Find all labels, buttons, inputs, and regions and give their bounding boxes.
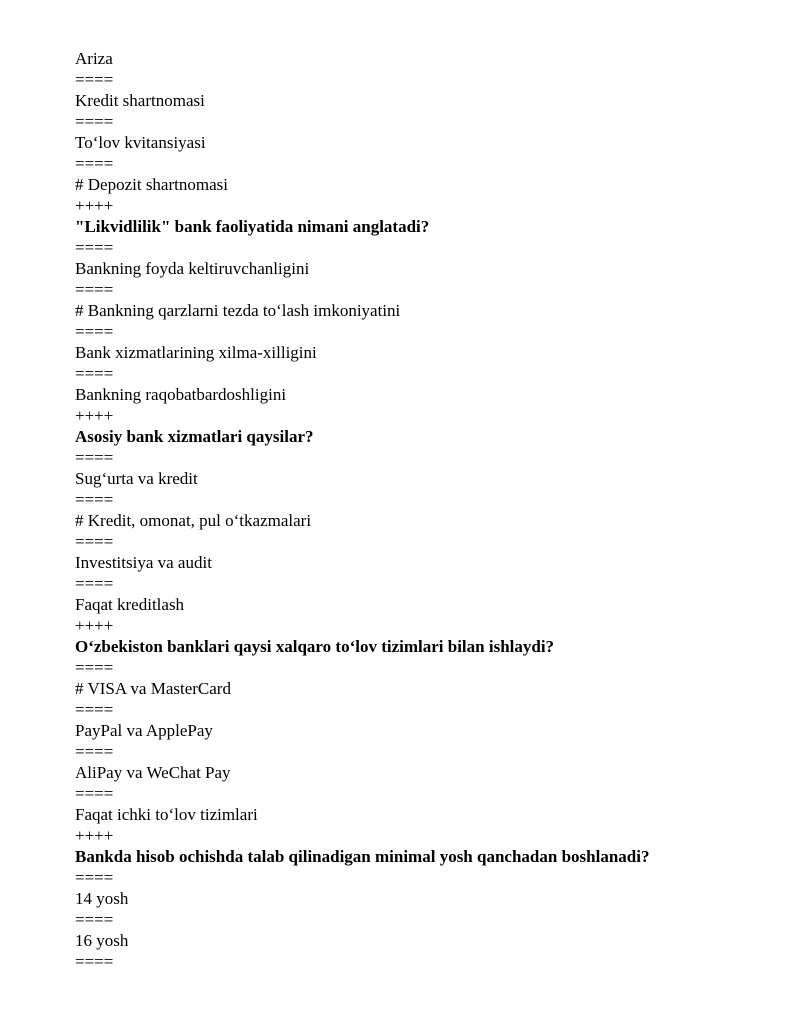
answer-option: 16 yosh: [75, 931, 129, 950]
separator-line: ====: [75, 70, 114, 89]
separator-line: ++++: [75, 196, 114, 215]
answer-option: # Depozit shartnomasi: [75, 175, 228, 194]
separator-line: ====: [75, 280, 114, 299]
separator-line: ====: [75, 574, 114, 593]
answer-option: To‘lov kvitansiyasi: [75, 133, 206, 152]
separator-line: ====: [75, 910, 114, 929]
separator-line: ====: [75, 364, 114, 383]
separator-line: ====: [75, 784, 114, 803]
answer-option: Faqat kreditlash: [75, 595, 185, 614]
answer-option: 14 yosh: [75, 889, 129, 908]
answer-option: # Bankning qarzlarni tezda to‘lash imkoniyatini: [75, 301, 401, 320]
answer-option: # VISA va MasterCard: [75, 679, 231, 698]
separator-line: ++++: [75, 616, 114, 635]
separator-line: ====: [75, 868, 114, 887]
answer-option: Investitsiya va audit: [75, 553, 212, 572]
separator-line: ====: [75, 112, 114, 131]
separator-line: ====: [75, 322, 114, 341]
answer-option: Bank xizmatlarining xilma-xilligini: [75, 343, 317, 362]
answer-option: Bankning foyda keltiruvchanligini: [75, 259, 310, 278]
question-text: O‘zbekiston banklari qaysi xalqaro to‘lov tizimlari bilan ishlaydi?: [75, 637, 555, 656]
separator-line: ====: [75, 238, 114, 257]
answer-option: Ariza: [75, 49, 113, 68]
separator-line: ====: [75, 154, 114, 173]
answer-option: Sug‘urta va kredit: [75, 469, 198, 488]
answer-option: PayPal va ApplePay: [75, 721, 213, 740]
separator-line: ====: [75, 532, 114, 551]
answer-option: Faqat ichki to‘lov tizimlari: [75, 805, 258, 824]
question-text: Bankda hisob ochishda talab qilinadigan minimal yosh qanchadan boshlanadi?: [75, 847, 650, 866]
separator-line: ====: [75, 658, 114, 677]
document-page: [75, 48, 775, 972]
separator-line: ====: [75, 448, 114, 467]
question-text: "Likvidlilik" bank faoliyatida nimani anglatadi?: [75, 217, 430, 236]
separator-line: ++++: [75, 826, 114, 845]
answer-option: AliPay va WeChat Pay: [75, 763, 231, 782]
answer-option: # Kredit, omonat, pul o‘tkazmalari: [75, 511, 312, 530]
separator-line: ++++: [75, 406, 114, 425]
separator-line: ====: [75, 700, 114, 719]
question-text: Asosiy bank xizmatlari qaysilar?: [75, 427, 314, 446]
separator-line: ====: [75, 742, 114, 761]
answer-option: Kredit shartnomasi: [75, 91, 205, 110]
separator-line: ====: [75, 952, 114, 971]
separator-line: ====: [75, 490, 114, 509]
answer-option: Bankning raqobatbardoshligini: [75, 385, 287, 404]
